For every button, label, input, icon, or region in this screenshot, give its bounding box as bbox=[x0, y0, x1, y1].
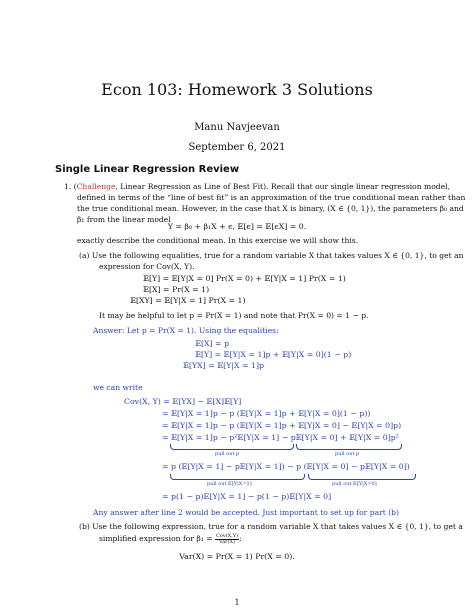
we-can-write: we can write bbox=[93, 383, 143, 392]
qa-helpful-note: It may be helpful to let p = Pr(X = 1) and note that Pr(X = 0) = 1 − p. bbox=[99, 311, 369, 320]
qa-given-eq-2: 𝔼[X] = Pr(X = 1) bbox=[143, 285, 210, 294]
q1-line-3: the true conditional mean. However, in the case that X is binary, (X ∈ {0, 1}), the parameters β₀ and bbox=[77, 204, 464, 213]
qa-answer-intro: Answer: Let p = Pr(X = 1). Using the equalities: bbox=[93, 326, 279, 335]
challenge-label: Challenge bbox=[76, 182, 116, 191]
note-pull-out-ey1: pull out 𝔼[Y|X=1] bbox=[207, 481, 252, 487]
qa-line-2: expression for Cov(X, Y). bbox=[99, 262, 195, 271]
answer-eq-2: 𝔼[Y] = 𝔼[Y|X = 1]p + 𝔼[Y|X = 0](1 − p) bbox=[195, 350, 352, 359]
underbrace-pull-out-ey0 bbox=[308, 474, 416, 480]
document-title: Econ 103: Homework 3 Solutions bbox=[101, 80, 373, 99]
cov-line-2: = 𝔼[Y|X = 1]p − p (𝔼[Y|X = 1]p + 𝔼[Y|X = 0](1 − p)) bbox=[162, 409, 371, 418]
underbrace-pull-out-p-right bbox=[296, 444, 402, 450]
cov-line-3: = 𝔼[Y|X = 1]p − p (𝔼[Y|X = 1]p + 𝔼[Y|X = 0] − 𝔼[Y|X = 0]p) bbox=[162, 421, 402, 430]
cov-line-1: Cov(X, Y) = 𝔼[YX] − 𝔼[X]𝔼[Y] bbox=[124, 397, 242, 406]
fraction-numerator: Cov(X,Y) bbox=[216, 532, 239, 539]
note-pull-out-p-right: pull out p bbox=[335, 451, 360, 457]
beta1-fraction bbox=[215, 534, 239, 545]
author-name: Manu Navjeevan bbox=[194, 122, 280, 133]
answer-eq-1: 𝔼[X] = p bbox=[195, 339, 230, 348]
q1-number: 1. ( bbox=[64, 182, 77, 191]
q1-line-5: exactly describe the conditional mean. In this exercise we will show this. bbox=[77, 236, 359, 245]
variance-equation: Var(X) = Pr(X = 1) Pr(X = 0). bbox=[179, 552, 295, 561]
cov-line-6: = p(1 − p)𝔼[Y|X = 1] − p(1 − p)𝔼[Y|X = 0] bbox=[162, 492, 332, 501]
answer-eq-3: 𝔼[YX] = 𝔼[Y|X = 1]p bbox=[183, 361, 265, 370]
underbrace-pull-out-p-left bbox=[170, 444, 294, 450]
qb-line-2 bbox=[99, 533, 242, 545]
note-pull-out-p-left: pull out p bbox=[215, 451, 240, 457]
q1-line-4: β₁ from the linear model bbox=[77, 215, 171, 224]
qb-line-2-text: simplified expression for β₁ = bbox=[99, 534, 213, 543]
linear-model-equation: Y = β₀ + β₁X + ϵ, 𝔼[ϵ] = 𝔼[ϵX] = 0. bbox=[167, 222, 307, 231]
section-heading: Single Linear Regression Review bbox=[55, 164, 240, 175]
q1-line-1-rest: , Linear Regression as Line of Best Fit). Recall that our single linear regression model, bbox=[115, 182, 450, 191]
q1-line-2: defined in terms of the “line of best fit” is an approximation of the true conditional mean rather than bbox=[77, 193, 466, 202]
qa-given-eq-1: 𝔼[Y] = 𝔼[Y|X = 0] Pr(X = 0) + 𝔼[Y|X = 1] Pr(X = 1) bbox=[143, 274, 346, 283]
any-answer-note: Any answer after line 2 would be accepted. Just important to set up for part (b) bbox=[93, 508, 399, 517]
cov-line-5: = p (𝔼[Y|X = 1] − p𝔼[Y|X = 1]) − p (𝔼[Y|X = 0] − p𝔼[Y|X = 0]) bbox=[162, 462, 410, 471]
page-number: 1 bbox=[234, 598, 240, 607]
qa-line-1: (a) Use the following equalities, true for a random variable X that takes values X ∈ {0, 1}, to get an bbox=[79, 251, 464, 260]
cov-line-4: = 𝔼[Y|X = 1]p − p²𝔼[Y|X = 1] − p𝔼[Y|X = 0] + 𝔼[Y|X = 0]p² bbox=[162, 433, 399, 442]
q1-line-1 bbox=[64, 181, 450, 192]
note-pull-out-ey0: pull out 𝔼[Y|X=0] bbox=[332, 481, 377, 487]
qa-given-eq-3: 𝔼[XY] = 𝔼[Y|X = 1] Pr(X = 1) bbox=[130, 296, 246, 305]
document-date: September 6, 2021 bbox=[188, 142, 286, 153]
underbrace-pull-out-ey1 bbox=[170, 474, 305, 480]
qb-line-1: (b) Use the following expression, true for a random variable X that takes values X ∈ {0, 1}, to get a bbox=[79, 522, 463, 531]
qb-line-2-colon: : bbox=[239, 534, 242, 543]
fraction-denominator: Var(X) bbox=[219, 538, 235, 545]
